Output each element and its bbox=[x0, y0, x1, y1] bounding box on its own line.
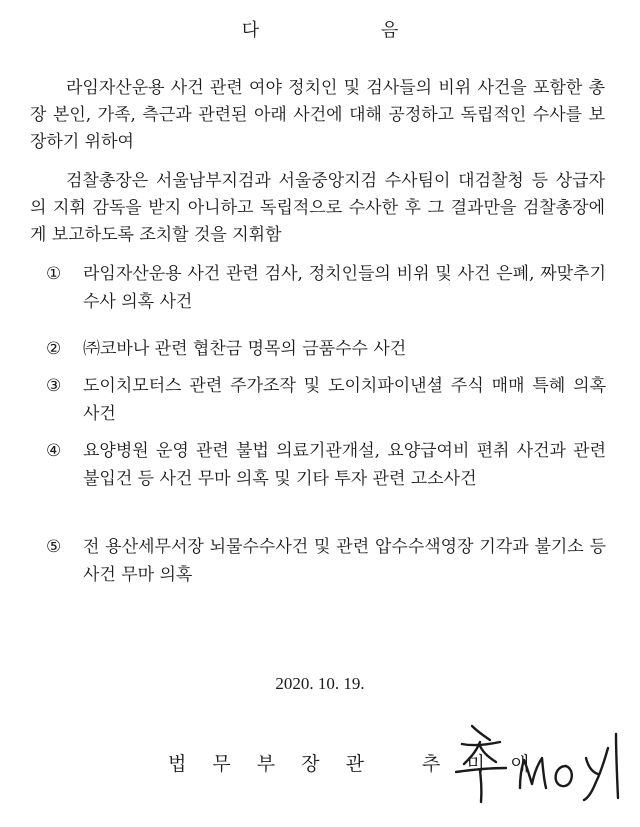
case-item-number: ⑤ bbox=[46, 537, 62, 557]
case-item-number: ① bbox=[46, 264, 62, 284]
case-item-text: 도이치모터스 관련 주가조작 및 도이치파이낸셜 주식 매매 특혜 의혹 사건 bbox=[83, 376, 606, 424]
heading-title: 다 음 bbox=[241, 20, 457, 41]
case-item-number: ② bbox=[46, 339, 62, 359]
handwritten-signature bbox=[450, 718, 630, 808]
case-item-text: 전 용산세무서장 뇌물수수사건 및 관련 압수수색영장 기각과 불기소 등 사건 무마 의혹 bbox=[83, 537, 606, 585]
case-item-text: 요양병원 운영 관련 불법 의료기관개설, 요양급여비 편취 사건과 관련 불입건 등 사건 무마 의혹 및 기타 투자 관련 고소사건 bbox=[83, 441, 606, 489]
case-item-text: ㈜코바나 관련 협찬금 명목의 금품수수 사건 bbox=[83, 339, 407, 359]
case-item-1 bbox=[46, 260, 606, 316]
case-item-2 bbox=[46, 335, 606, 363]
case-item-5 bbox=[46, 533, 606, 589]
case-item-3 bbox=[46, 372, 606, 428]
case-item-number: ③ bbox=[46, 376, 62, 396]
intro-paragraph: 라임자산운용 사건 관련 여야 정치인 및 검사들의 비위 사건을 포함한 총장 본인, 가족, 측근과 관련된 아래 사건에 대해 공정하고 독립적인 수사를 보장하기 위하여 bbox=[30, 78, 605, 152]
case-item-4 bbox=[46, 437, 606, 493]
case-item-text: 라임자산운용 사건 관련 검사, 정치인들의 비위 및 사건 은폐, 짜맞추기 수사 의혹 사건 bbox=[83, 264, 606, 312]
directive-paragraph: 검찰총장은 서울남부지검과 서울중앙지검 수사팀이 대검찰청 등 상급자의 지휘 감독을 받지 아니하고 독립적으로 수사한 후 그 결과만을 검찰총장에게 보고하도록 조치할 것을 지휘함 bbox=[30, 171, 605, 245]
case-item-number: ④ bbox=[46, 441, 62, 461]
signatory-title: 법 무 부 장 관 추 미 애 bbox=[168, 753, 540, 775]
document-date: 2020. 10. 19. bbox=[275, 674, 365, 693]
